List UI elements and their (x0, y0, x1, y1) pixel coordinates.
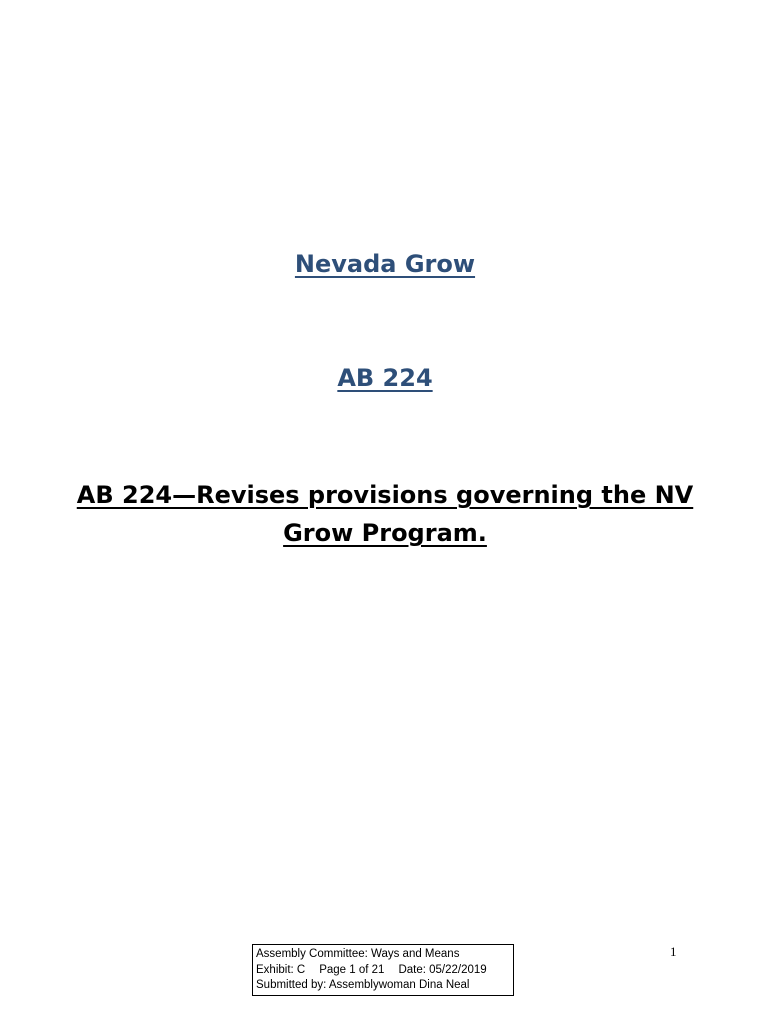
exhibit-committee: Assembly Committee: Ways and Means (256, 948, 460, 960)
exhibit-label: Exhibit: C (256, 963, 306, 976)
exhibit-stamp (252, 944, 514, 996)
page-number: 1 (670, 944, 677, 959)
exhibit-details-row (256, 963, 513, 979)
exhibit-date: Date: 05/22/2019 (398, 963, 487, 976)
bill-description-text: AB 224—Revises provisions governing the NV Grow Program. (76, 481, 694, 547)
bill-number-text: AB 224 (337, 364, 433, 392)
title-text: Nevada Grow (294, 250, 476, 278)
exhibit-page: Page 1 of 21 (319, 963, 385, 976)
bill-description-heading (60, 476, 710, 552)
bill-number-heading (0, 364, 770, 392)
exhibit-submitted-by: Submitted by: Assemblywoman Dina Neal (256, 979, 470, 991)
document-title (0, 250, 770, 278)
